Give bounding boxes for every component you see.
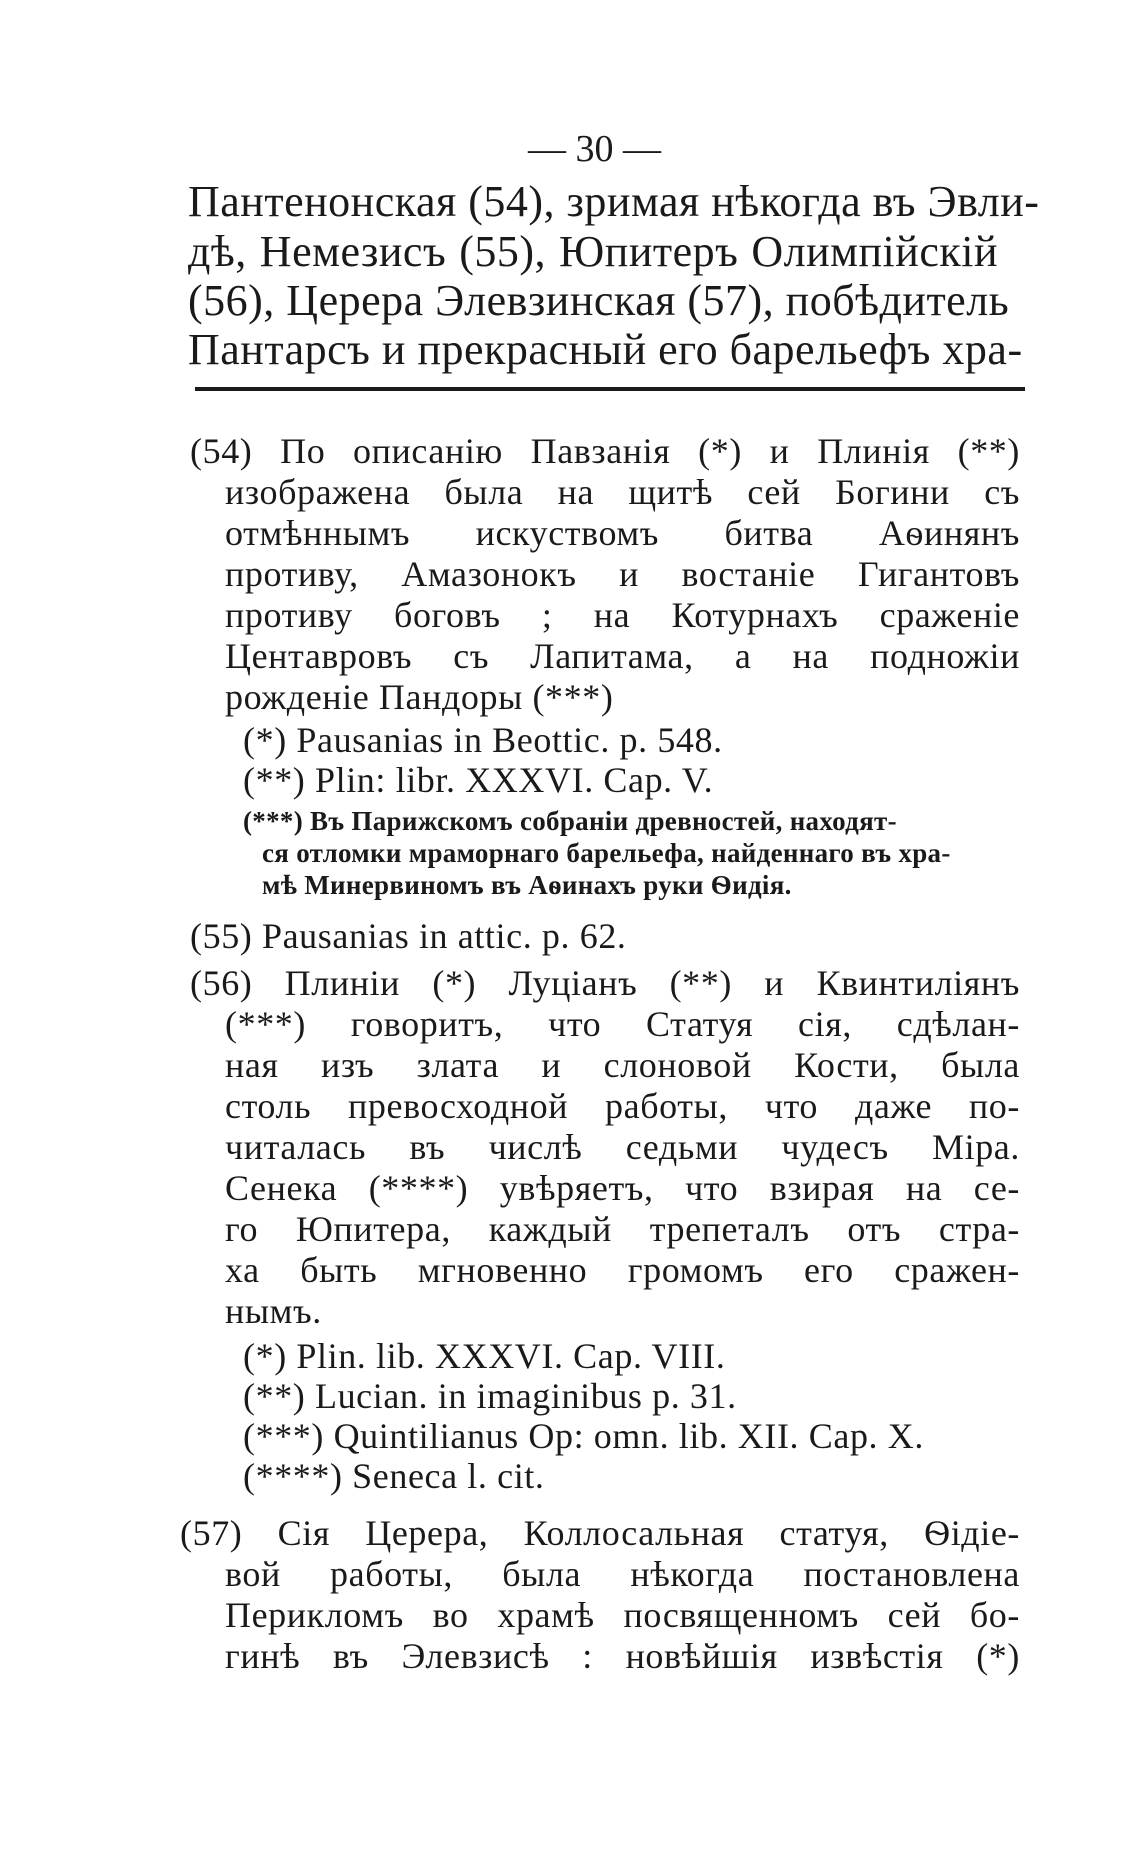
note-56-line-4: столь превосходной работы, что даже по-: [225, 1086, 1020, 1126]
page-number: — 30 —: [528, 128, 661, 170]
note-56-line-5: читалась въ числѣ седьми чудесъ Міра.: [225, 1127, 1020, 1167]
body-line-3: (56), Церера Элевзинская (57), побѣдитель: [188, 276, 1010, 325]
body-line-1: Пантенонская (54), зримая нѣкогда въ Эвли-: [188, 177, 1040, 226]
note-56-ref-3: (***) Quintilianus Op: omn. lib. XII. Cap. X.: [243, 1416, 924, 1456]
note-56-ref-2: (**) Lucian. in imaginibus p. 31.: [243, 1376, 737, 1416]
body-line-4: Пантарсъ и прекрасный его барельефъ хра-: [188, 325, 1023, 374]
note-56-ref-4: (****) Seneca l. cit.: [243, 1456, 545, 1496]
note-54-small-3: мѣ Минервиномъ въ Аѳинахъ руки Ѳидія.: [262, 870, 792, 900]
note-54-line-6: Центавровъ съ Лапитама, а на подножіи: [225, 636, 1020, 676]
note-57-line-1: (57) Сія Церера, Коллосальная статуя, Ѳідіе-: [180, 1513, 1020, 1553]
note-54-line-7: рожденіе Пандоры (***): [225, 677, 614, 717]
note-57-line-4: гинѣ въ Элевзисѣ : новѣйшія извѣстія (*): [225, 1636, 1020, 1676]
note-54-small-1: (***) Въ Парижскомъ собраніи древностей, находят-: [243, 806, 897, 836]
note-57-line-2: вой работы, была нѣкогда постановлена: [225, 1554, 1020, 1594]
note-54-line-4: противу, Амазонокъ и востаніе Гигантовъ: [225, 554, 1020, 594]
note-54-line-1: (54) По описанію Павзанія (*) и Плинія (**): [190, 431, 1020, 471]
note-54-line-3: отмѣннымъ искуствомъ битва Аѳинянъ: [225, 513, 1020, 553]
note-56-line-1: (56) Плиніи (*) Луціанъ (**) и Квинтиліянъ: [190, 963, 1020, 1003]
note-56-line-7: го Юпитера, каждый трепеталъ отъ стра-: [225, 1209, 1020, 1249]
note-54-ref-1: (*) Pausanias in Beottic. p. 548.: [243, 720, 723, 760]
note-56-line-3: ная изъ злата и слоновой Кости, была: [225, 1045, 1020, 1085]
footnote-rule: [195, 387, 1025, 391]
note-56-line-2: (***) говоритъ, что Статуя сія, сдѣлан-: [225, 1004, 1020, 1044]
note-55: (55) Pausanias in attic. p. 62.: [190, 916, 627, 956]
note-54-small-2: ся отломки мраморнаго барельефа, найденнаго въ хра-: [262, 838, 951, 868]
note-54-line-2: изображена была на щитѣ сей Богини съ: [225, 472, 1020, 512]
note-54-ref-2: (**) Plin: libr. XXXVI. Cap. V.: [243, 760, 714, 800]
note-56-line-6: Сенека (****) увѣряетъ, что взирая на се-: [225, 1168, 1020, 1208]
body-line-2: дѣ, Немезисъ (55), Юпитеръ Олимпійскій: [188, 227, 998, 276]
note-56-line-9: нымъ.: [225, 1291, 322, 1331]
note-56-line-8: ха быть мгновенно громомъ его сражен-: [225, 1250, 1020, 1290]
note-57-line-3: Перикломъ во храмѣ посвященномъ сей бо-: [225, 1595, 1020, 1635]
note-56-ref-1: (*) Plin. lib. XXXVI. Cap. VIII.: [243, 1336, 726, 1376]
note-54-line-5: противу боговъ ; на Котурнахъ сраженіе: [225, 595, 1020, 635]
